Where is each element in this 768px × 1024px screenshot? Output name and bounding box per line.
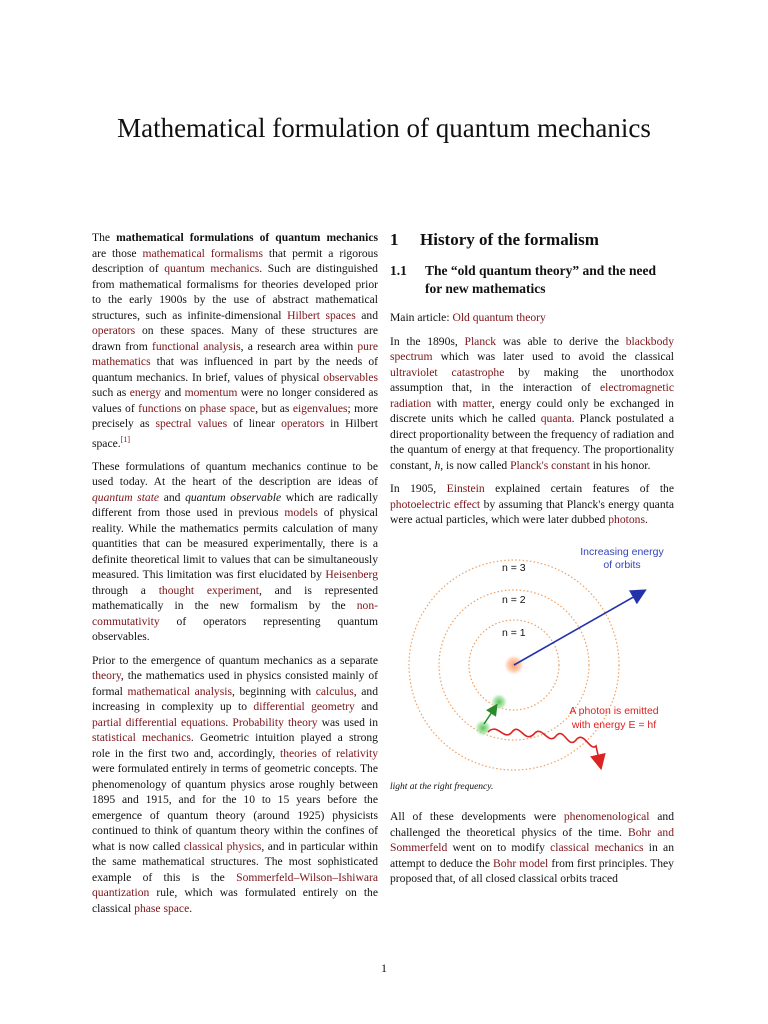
link-quantum-mechanics[interactable]: quantum mechanics [164, 262, 260, 275]
label-n2: n = 2 [502, 593, 526, 606]
bohr-model-figure [390, 536, 674, 776]
link-quanta[interactable]: quanta [540, 412, 572, 425]
link-momentum[interactable]: momentum [184, 386, 238, 399]
link-phenomenological[interactable]: phenomenological [563, 810, 650, 823]
link-heisenberg[interactable]: Heisenberg [325, 568, 378, 582]
link-phase-space-2[interactable]: phase space [134, 901, 190, 915]
link-probability-theory[interactable]: Probability theory [232, 715, 318, 729]
link-pure-mathematics[interactable]: pure mathematics [92, 339, 378, 368]
page-title: Mathematical formulation of quantum mechanics [117, 113, 651, 143]
link-calculus[interactable]: calculus [315, 684, 354, 698]
link-mathematical-formalisms[interactable]: mathematical formalisms [142, 246, 263, 260]
link-old-quantum-theory[interactable]: Old quantum theory [452, 311, 546, 324]
main-article-note: Main article: Old quantum theory [390, 311, 546, 324]
figure-caption: light at the right frequency. [390, 781, 494, 792]
link-mathematical-analysis[interactable]: mathematical analysis [127, 684, 232, 698]
link-hilbert-spaces[interactable]: Hilbert spaces [287, 308, 356, 322]
right-column [390, 230, 674, 895]
link-quantization-rule[interactable]: Sommerfeld–Wilson–Ishiwara quantization [92, 870, 378, 900]
link-functional-analysis[interactable]: functional analysis [152, 339, 241, 353]
bohr-diagram [390, 536, 674, 776]
link-models[interactable]: models [284, 506, 318, 520]
label-n1: n = 1 [502, 626, 526, 639]
link-differential-geometry[interactable]: differential geometry [253, 700, 355, 714]
energy-arrow [514, 591, 644, 665]
link-spectral-values[interactable]: spectral values [155, 417, 228, 430]
transition-arrow [484, 706, 496, 724]
photon-wave [488, 729, 600, 764]
link-partial-differential-equations[interactable]: partial differential equations [92, 715, 226, 729]
link-thought-experiment[interactable]: thought experiment [158, 583, 259, 597]
reference-1[interactable]: [1] [120, 434, 130, 444]
link-classical-mechanics[interactable]: classical mechanics [550, 841, 644, 854]
planck-h: h [434, 458, 441, 472]
quantum-observable-term: quantum observable [185, 490, 282, 504]
link-blackbody-spectrum[interactable]: blackbody spectrum [390, 334, 674, 363]
link-planck[interactable]: Planck [464, 334, 497, 348]
prior-paragraph: Prior to the emergence of quantum mechanics as a separate theory, the mathematics used in physics consisted mainly of formal mathematical analysis, beginning with calculus, and increasing in complexity up to differential geometry and partial differential equations. Probability theory was used in statistical mechanics. Geometric intuition played a strong role in the first two and, accordingly, theories of relativity were formulated entirely in terms of geometric concepts. The phenomenology of quantum physics arose roughly between 1895 and 1915, and for the 10 to 15 years before the emergence of quantum theory (around 1925) physicists continued to think of quantum theory within the confines of what is now called classical physics, and in particular within the same mathematical structures. The most sophisticated example of this is the Sommerfeld–Wilson–Ishiwara quantization rule, which was formulated entirely on the classical phase space. [92, 653, 379, 915]
photon-label: A photon is emitted with energy E = hf [569, 704, 659, 731]
link-theories-of-relativity[interactable]: theories of relativity [280, 746, 378, 760]
link-matter[interactable]: matter [462, 396, 492, 410]
link-energy[interactable]: energy [129, 386, 162, 399]
link-operators[interactable]: operators [92, 324, 136, 337]
link-electromagnetic-radiation[interactable]: electromagnetic radiation [390, 381, 674, 410]
bohr-paragraph: All of these developments were phenomenological and challenged the theoretical physics of the time. Bohr and Sommerfeld went on to modify classical mechanics in an attempt to deduce the Bohr model from first principles. They proposed that, of all closed classical orbits traced [390, 810, 674, 885]
link-phase-space[interactable]: phase space [199, 401, 256, 415]
link-bohr-and-sommerfeld[interactable]: Bohr and Sommerfeld [390, 825, 674, 854]
link-operators-2[interactable]: operators [281, 417, 325, 430]
planck-paragraph: In the 1890s, Planck was able to derive the blackbody spectrum which was later used to avoid the classical ultraviolet catastrophe by making the unorthodox assumption that, in the interaction of electromagnetic radiation with matter, energy could only be exchanged in discrete units which he called quanta. Planck postulated a direct proportionality between the frequency of radiation and the quantum of energy at that frequency. The proportionality constant, h, is now called Planck's constant in his honor. [390, 334, 674, 472]
link-classical-physics[interactable]: classical physics [183, 839, 262, 853]
einstein-paragraph: In 1905, Einstein explained certain features of the photoelectric effect by assuming that Planck's energy quanta were actual particles, which were later dubbed photons. [390, 482, 674, 526]
energy-label: Increasing energy of orbits [580, 545, 664, 571]
link-bohr-model[interactable]: Bohr model [493, 856, 549, 870]
link-statistical-mechanics[interactable]: statistical mechanics [92, 731, 191, 745]
electron-end [474, 719, 492, 737]
electron-start [490, 693, 508, 711]
subsection-heading: 1.1 The “old quantum theory” and the need for new mathematics [390, 263, 657, 296]
link-ultraviolet-catastrophe[interactable]: ultraviolet catastrophe [390, 365, 505, 379]
intro-paragraph: The mathematical formulations of quantum mechanics are those mathematical formalisms that permit a rigorous description of quantum mechanics. Such are distinguished from mathematical formalisms for theories developed prior to the early 1900s by the use of abstract mathematical structures, such as infinite-dimensional Hilbert spaces and operators on these spaces. Many of these structures are drawn from functional analysis, a research area within pure mathematics that was influenced in part by the needs of quantum mechanics. In brief, values of physical observables such as energy and momentum were no longer considered as values of functions on phase space, but as eigenvalues; more precisely as spectral values of linear operators in Hilbert space.[1] [92, 231, 379, 450]
link-eigenvalues[interactable]: eigenvalues [292, 401, 348, 415]
formulations-paragraph: These formulations of quantum mechanics continue to be used today. At the heart of the description are ideas of quantum state and quantum observable which are radically different from those used in previous models of physical reality. While the mathematics permits calculation of many quantities that can be measured experimentally, there is a definite theoretical limit to values that can be simultaneously measured. This limitation was first elucidated by Heisenberg through a thought experiment, and is represented mathematically in the new formalism by the non-commutativity of operators representing quantum observables. [92, 459, 379, 644]
link-plancks-constant[interactable]: Planck's constant [510, 458, 590, 472]
link-theory[interactable]: theory [92, 669, 121, 683]
bold-term: mathematical formulations of quantum mechanics [116, 231, 378, 244]
label-n3: n = 3 [502, 561, 526, 574]
left-column [92, 230, 378, 924]
link-photons[interactable]: photons [608, 513, 645, 526]
link-quantum-state[interactable]: quantum state [92, 490, 160, 504]
link-functions[interactable]: functions [138, 401, 182, 415]
link-einstein[interactable]: Einstein [446, 482, 485, 495]
page-number: 1 [381, 961, 387, 975]
section-heading: 1 History of the formalism [390, 230, 599, 249]
link-observables[interactable]: observables [323, 370, 378, 384]
link-non-commutativity[interactable]: non-commutativity [92, 599, 378, 628]
link-photoelectric-effect[interactable]: photoelectric effect [390, 497, 481, 511]
